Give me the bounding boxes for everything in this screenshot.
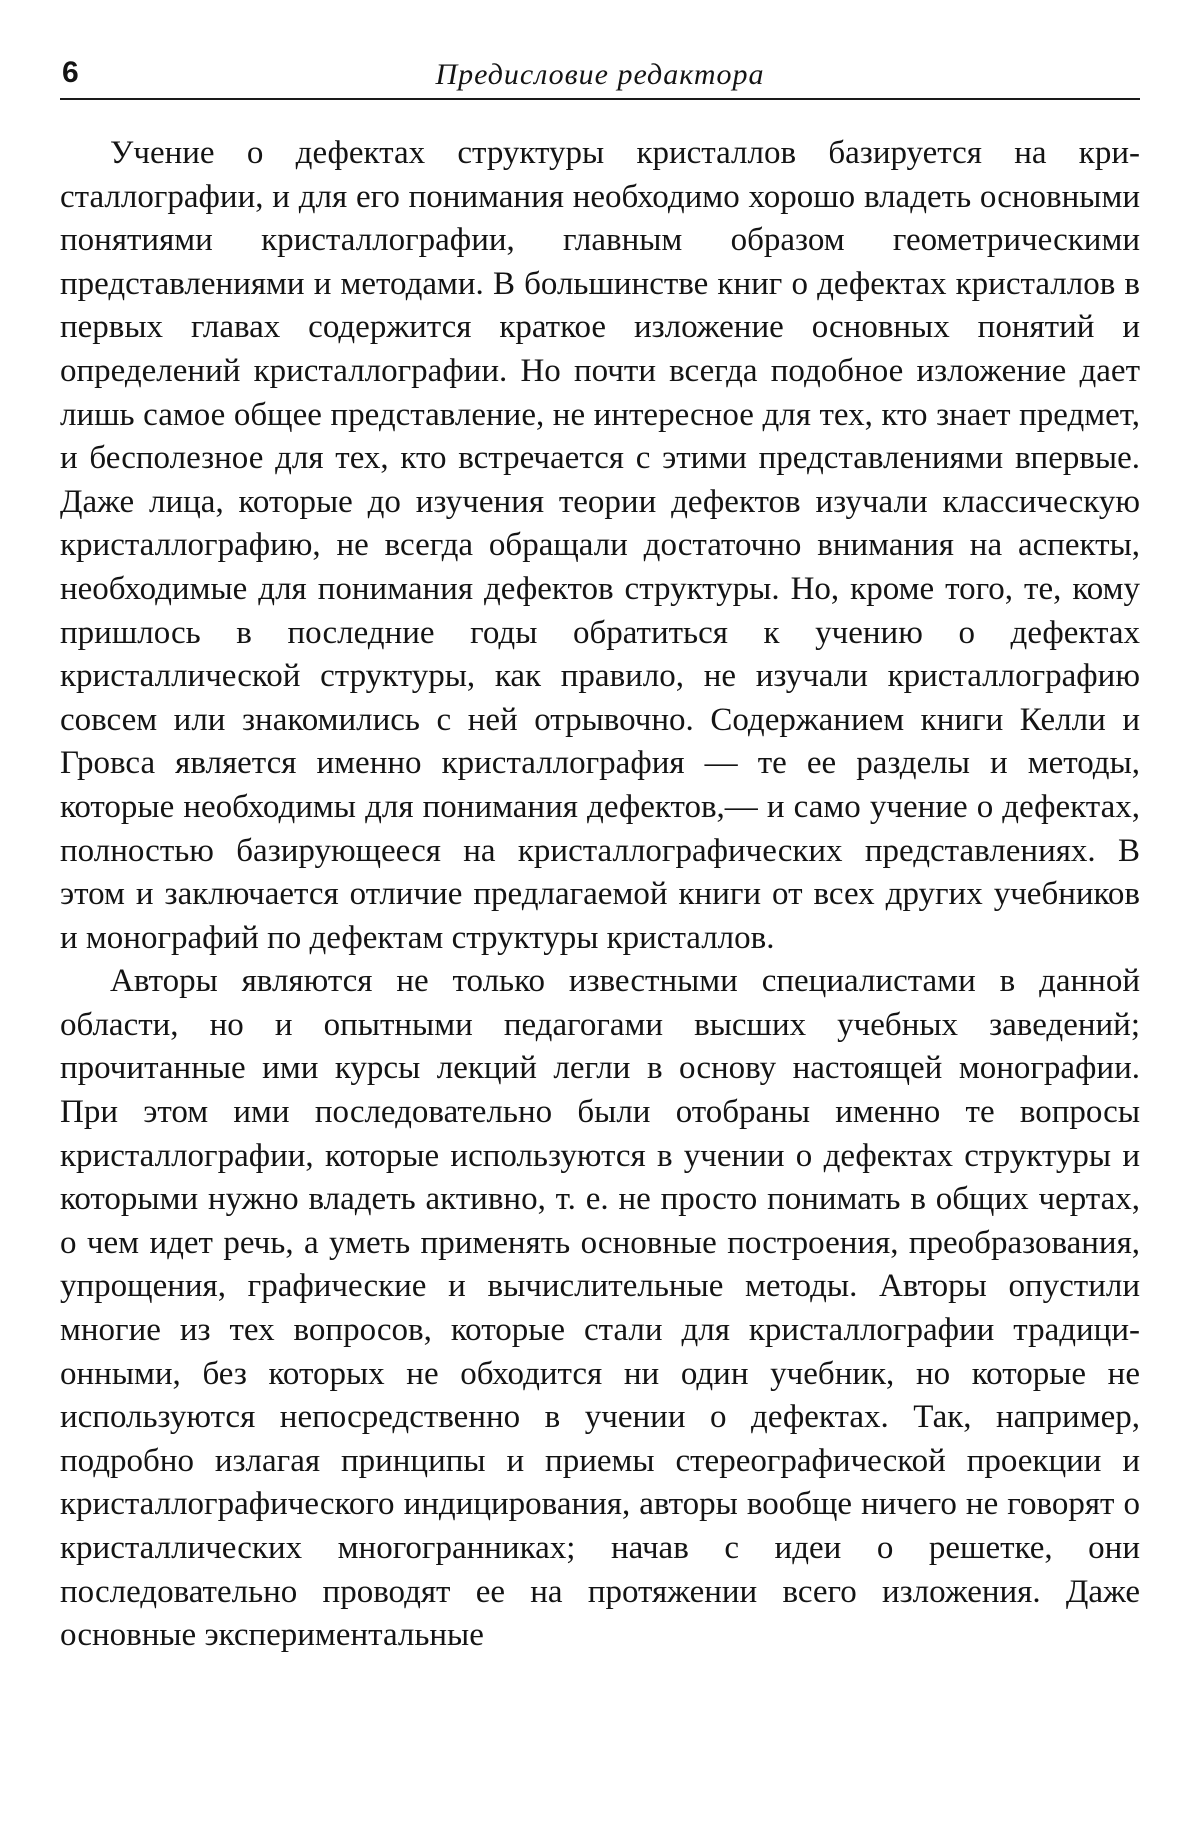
running-head xyxy=(60,52,1140,100)
body-text xyxy=(60,132,1140,1658)
paragraph: Учение о дефектах структуры кристаллов базируется на кристаллографии, и для его понимания необходимо хорошо владеть основными понятиями кристаллографии, главным образом геометрическими представлениями и методами. В большинстве книг о дефектах кристаллов в первых главах содержится краткое изложение основных понятий и определений кристаллографии. Но почти всегда подобное изложение дает лишь самое общее представление, не интересное для тех, кто знает предмет, и бесполезное для тех, кто встречается с этими представлениями впервые. Даже лица, которые до изучения теории дефектов изучали классическую кристаллографию, не всегда обращали достаточно внимания на аспекты, необходимые для понимания дефектов структуры. Но, кроме того, те, кому пришлось в последние годы обратиться к учению о дефектах кристаллической структуры, как правило, не изучали кристаллографию совсем или знакомились с ней отрывочно. Содержанием книги Келли и Гровса является именно кристаллография — те ее разделы и методы, которые необходимы для понимания дефектов,— и само учение о дефектах, полностью базирующееся на кристаллографических представлениях. В этом и заключается отличие предлагаемой книги от всех других учебников и монографий по дефектам структуры кристаллов. xyxy=(60,135,1140,956)
book-page xyxy=(60,0,1140,1825)
running-title: Предисловие редактора xyxy=(435,58,765,91)
paragraph: Авторы являются не только известными специалистами в данной области, но и опытными педагогами высших учебных заведений; прочитанные ими курсы лекций легли в основу настоящей монографии. При этом ими последовательно были отобраны именно те вопросы кристаллографии, которые используются в учении о дефектах структуры и которыми нужно владеть активно, т. е. не просто понимать в общих чертах, о чем идет речь, а уметь применять основные построения, преобразования, упрощения, графические и вычислительные методы. Авторы опустили многие из тех вопросов, которые стали для кристаллографии традиционными, без которых не обходится ни один учебник, но которые не используются непосредственно в учении о дефектах. Так, например, подробно излагая принципы и приемы стереографической проекции и кристаллографического индицирования, авторы вообще ничего не говорят о кристаллических многогранниках; начав с идеи о решетке, они последовательно проводят ее на протяжении всего изложения. Даже основные экспериментальные xyxy=(60,963,1140,1654)
page-number: 6 xyxy=(62,56,79,89)
